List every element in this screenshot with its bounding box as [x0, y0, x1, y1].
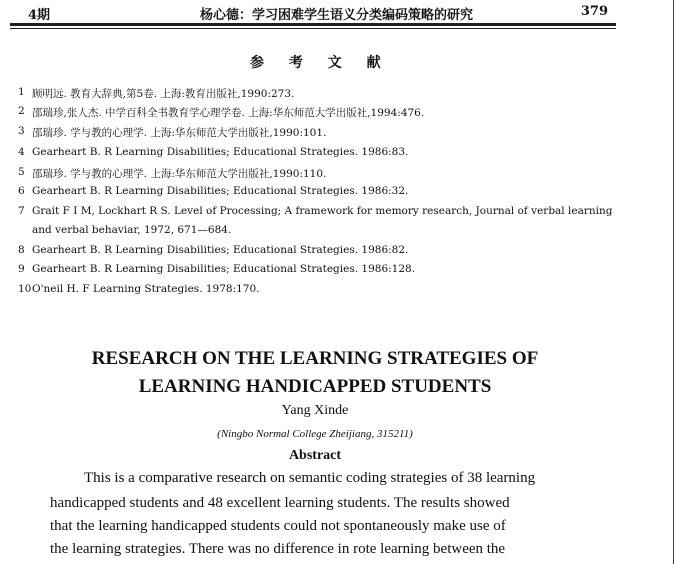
reference-text: Gearheart B. R Learning Disabilities; Educational Strategies. 1986:32. — [32, 185, 409, 197]
references-title: 参 考 文 献 — [250, 55, 391, 71]
abstract-line: handicapped students and 48 excellent learning students. The results showed — [50, 495, 510, 511]
abstract-line: This is a comparative research on semantic coding strategies of 38 learning — [84, 470, 536, 486]
reference-text: Grait F I M, Lockhart R S. Level of Processing; A framework for memory research, Journal of verbal learning — [32, 205, 613, 217]
reference-text: Gearheart B. R Learning Disabilities; Educational Strategies. 1986:83. — [32, 146, 409, 158]
article-title-line-2: LEARNING HANDICAPPED STUDENTS — [138, 376, 492, 397]
reference-number: 2 — [18, 105, 25, 117]
header-rule-thin — [10, 28, 616, 29]
reference-number: 1 — [18, 86, 25, 98]
author-name: Yang Xinde — [281, 403, 349, 418]
reference-text: 邵瑞珍,张人杰. 中学百科全书教育学心理学卷. 上海:华东师范大学出版社,1994:476. — [32, 107, 425, 119]
reference-number: 9 — [18, 263, 25, 275]
running-title: 杨心德：学习困难学生语义分类编码策略的研究 — [200, 8, 474, 23]
reference-number: 5 — [18, 166, 25, 178]
author-affiliation: (Ningbo Normal College Zheijiang, 315211) — [217, 428, 413, 440]
reference-text: Gearheart B. R Learning Disabilities; Educational Strategies. 1986:82. — [32, 244, 409, 256]
reference-text: 顾明远. 教育大辞典,第5卷. 上海:教育出版社,1990:273. — [32, 88, 295, 100]
issue-number: 4期 — [28, 8, 51, 23]
reference-text: Gearheart B. R Learning Disabilities; Educational Strategies. 1986:128. — [32, 263, 416, 275]
abstract-line: that the learning handicapped students could not spontaneously make use of — [50, 518, 506, 534]
reference-text: 邵瑞珍. 学与教的心理学. 上海:华东师范大学出版社,1990:101. — [32, 127, 327, 139]
reference-text: and verbal behaviar, 1972, 671—684. — [32, 224, 232, 236]
reference-number: 10 — [18, 283, 32, 295]
abstract-line: the learning strategies. There was no difference in rote learning between the — [50, 541, 506, 557]
page-number: 379 — [580, 4, 608, 19]
reference-text: O'neil H. F Learning Strategies. 1978:170. — [32, 283, 260, 295]
reference-number: 6 — [18, 185, 25, 197]
running-header — [10, 0, 626, 24]
article-title-line-1: RESEARCH ON THE LEARNING STRATEGIES OF — [91, 348, 539, 369]
header-rule-thick — [10, 23, 616, 26]
reference-text: 邵瑞珍. 学与教的心理学. 上海:华东师范大学出版社,1990:110. — [32, 168, 327, 180]
reference-number: 4 — [18, 146, 25, 158]
reference-number: 3 — [18, 125, 25, 137]
reference-number: 8 — [18, 244, 25, 256]
reference-number: 7 — [18, 205, 25, 217]
abstract-heading: Abstract — [288, 448, 342, 463]
